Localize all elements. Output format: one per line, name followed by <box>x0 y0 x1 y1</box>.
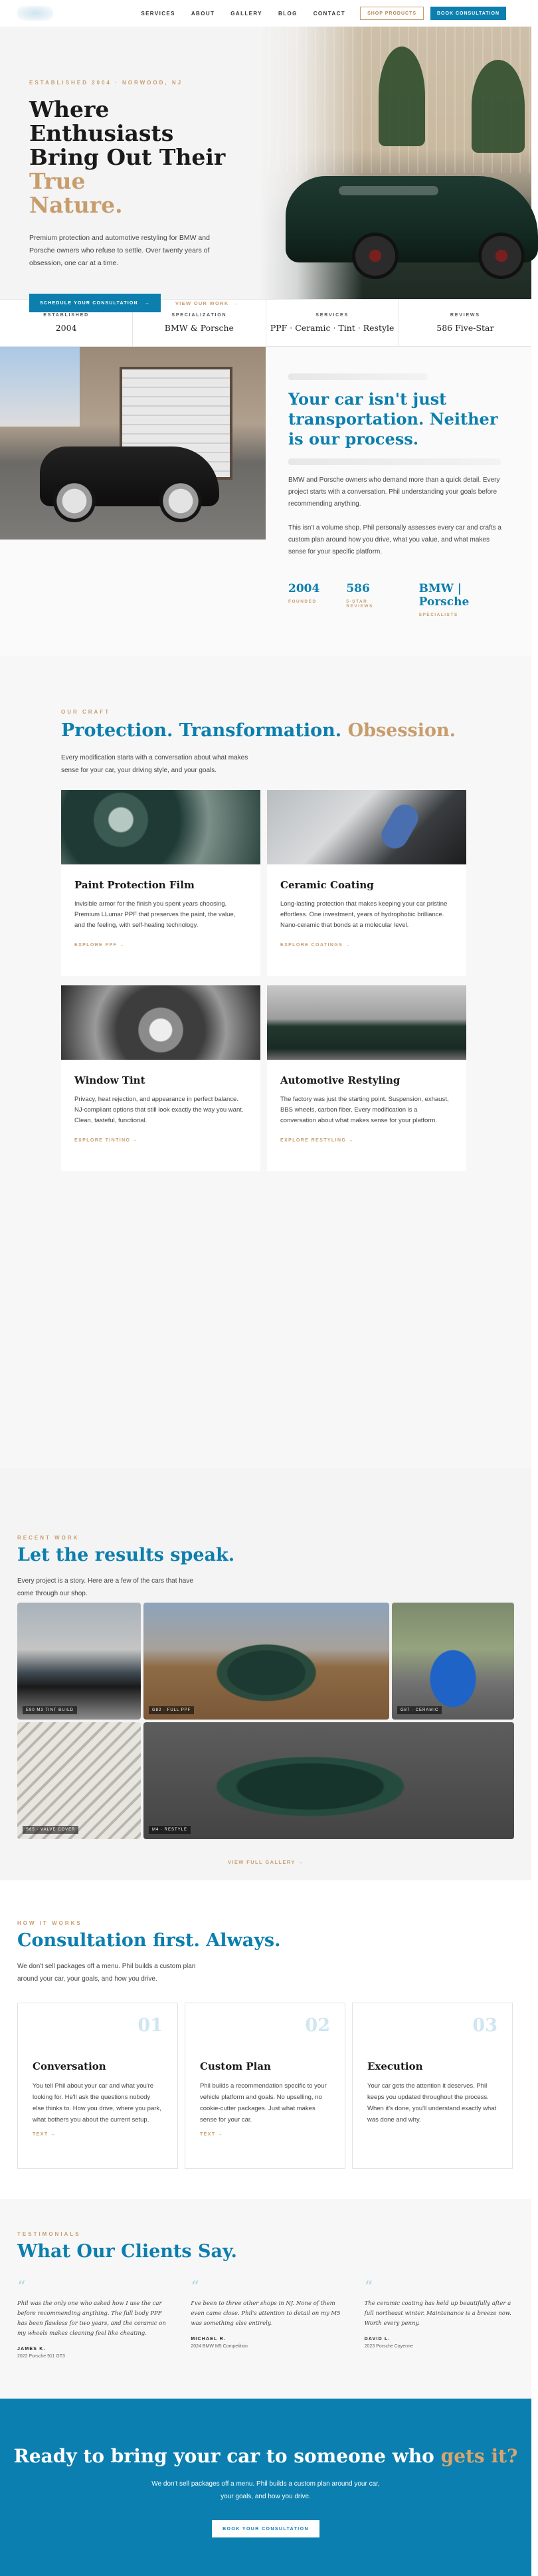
gallery-caption: E90 M3 TINT BUILD <box>23 1706 77 1714</box>
stat-reviews <box>399 300 531 346</box>
gallery-tile[interactable] <box>17 1722 141 1839</box>
nav-links <box>141 11 345 17</box>
process-title: Consultation first. Always. <box>17 1930 281 1951</box>
service-name: Ceramic Coating <box>280 879 374 891</box>
arrow-right-icon: → <box>232 300 239 306</box>
testimonial-card <box>191 2278 341 2359</box>
explore-coatings-link[interactable] <box>280 943 453 947</box>
arrow-right-icon: → <box>217 2132 224 2137</box>
step-name: Custom Plan <box>200 2060 271 2072</box>
arrow-right-icon: → <box>298 1859 304 1865</box>
about-stat-label: SPECIALISTS <box>418 613 458 617</box>
explore-ppf-label: EXPLORE PPF <box>74 943 118 947</box>
about-stats <box>288 582 507 617</box>
top-nav <box>0 0 531 27</box>
hero-subtitle: Premium protection and automotive restyling for BMW and Porsche owners who refuse to settle. Over twenty years of obsession, one car at a time. <box>29 234 210 267</box>
stat-services <box>266 300 399 346</box>
gallery-caption: G82 · FULL PPF <box>149 1706 194 1714</box>
testimonial-car: 2022 Porsche 911 GT3 <box>17 2354 65 2359</box>
about-title: Your car isn't just transportation. Neither is our process. <box>288 389 498 448</box>
testimonial-quote: Phil was the only one who asked how I use the car before recommending anything. The full body PPF has been flawless for two years, and the ceramic on my wheels makes cleaning feel like cheating. <box>17 2300 166 2337</box>
testimonial-author: MICHAEL R. <box>191 2337 226 2341</box>
schedule-consultation-label: SCHEDULE YOUR CONSULTATION <box>40 300 138 306</box>
logo[interactable] <box>17 6 53 21</box>
stat-value: PPF · Ceramic · Tint · Restyle <box>270 323 395 333</box>
explore-restyling-link[interactable] <box>280 1138 453 1143</box>
nav-link-services[interactable]: SERVICES <box>141 10 175 17</box>
gallery-eyebrow: RECENT WORK <box>17 1535 80 1541</box>
cta-title-accent: gets it? <box>440 2445 518 2467</box>
hero-title-line1: Where Enthusiasts <box>29 96 174 146</box>
hero-eyebrow: ESTABLISHED 2004 · NORWOOD, NJ <box>29 80 183 86</box>
arrow-right-icon: → <box>50 2132 56 2137</box>
testimonial-car: 2023 Porsche Cayenne <box>364 2344 413 2349</box>
step-link[interactable] <box>200 2132 330 2137</box>
stat-label: SERVICES <box>315 313 349 318</box>
arrow-right-icon: → <box>119 943 126 947</box>
nav-link-about[interactable]: ABOUT <box>191 10 215 17</box>
about-stat-value: 2004 <box>288 582 320 595</box>
stat-value: BMW & Porsche <box>164 323 234 333</box>
testimonial-card <box>364 2278 514 2359</box>
testimonial-author: DAVID L. <box>364 2337 391 2341</box>
service-image-tint <box>61 985 260 1060</box>
cta-title <box>14 2445 518 2467</box>
step-name: Execution <box>367 2060 423 2072</box>
stat-label: SPECIALIZATION <box>171 313 227 318</box>
service-card-ceramic[interactable] <box>267 790 466 976</box>
hero-title-accent2: Nature. <box>29 192 123 218</box>
step-link-label: TEXT <box>33 2132 48 2137</box>
testimonial-car: 2024 BMW M5 Competition <box>191 2344 248 2349</box>
explore-tinting-link[interactable] <box>74 1138 247 1143</box>
nav-link-blog[interactable]: BLOG <box>278 10 298 17</box>
about-eyebrow-placeholder <box>288 373 428 380</box>
gallery-row-1 <box>17 1603 514 1720</box>
gallery-tile[interactable] <box>17 1603 141 1720</box>
view-full-gallery-link[interactable] <box>17 1859 514 1865</box>
service-card-tint[interactable] <box>61 985 260 1171</box>
testimonial-author: JAMES K. <box>17 2347 46 2351</box>
service-desc: Privacy, heat rejection, and appearance in perfect balance. NJ-compliant options that still look exactly the way you want. Clean, tasteful, functional. <box>74 1096 244 1124</box>
about-stat-specialists <box>419 582 507 617</box>
step-card <box>17 2003 178 2169</box>
cta-section <box>0 2399 531 2576</box>
step-card <box>185 2003 345 2169</box>
quote-icon: “ <box>364 2278 373 2296</box>
process-steps <box>17 2003 514 2169</box>
service-card-restyling[interactable] <box>267 985 466 1171</box>
hero-title-accent1: True <box>29 168 86 194</box>
process-subtitle: We don't sell packages off a menu. Phil builds a custom plan around your car, your goals, and how you drive. <box>17 1963 196 1983</box>
cta-title-main: Ready to bring your car to someone who <box>13 2445 441 2467</box>
hero-content <box>29 80 255 312</box>
service-image-ppf <box>61 790 260 864</box>
explore-coatings-label: EXPLORE COATINGS <box>280 943 343 947</box>
about-divider <box>288 458 501 465</box>
shop-products-button[interactable]: SHOP PRODUCTS <box>360 7 424 20</box>
hero <box>0 27 531 306</box>
service-name: Automotive Restyling <box>280 1074 401 1086</box>
step-card <box>352 2003 513 2169</box>
testimonials-eyebrow: TESTIMONIALS <box>17 2231 81 2237</box>
step-name: Conversation <box>33 2060 106 2072</box>
step-number: 01 <box>137 2015 163 2036</box>
services-eyebrow: OUR CRAFT <box>61 709 111 715</box>
testimonial-quote: The ceramic coating has held up beautifully after a full northeast winter. Maintenance is a breeze now. Worth every penny. <box>364 2300 511 2327</box>
stat-value: 586 Five-Star <box>436 323 494 333</box>
service-name: Paint Protection Film <box>74 879 195 891</box>
hero-car-photo <box>259 27 531 299</box>
hero-title-line2: Bring Out Their <box>29 144 226 170</box>
about-paragraph-2: This isn't a volume shop. Phil personally assesses every car and crafts a custom plan around how you drive, what you value, and what makes sense for your specific platform. <box>288 524 501 555</box>
service-image-restyling <box>267 985 466 1060</box>
services-section <box>0 656 531 1468</box>
step-link-label: TEXT <box>200 2132 216 2137</box>
quote-icon: “ <box>17 2278 26 2296</box>
cta-subtitle: We don't sell packages off a menu. Phil builds a custom plan around your car, your goals, and how you drive. <box>151 2480 380 2500</box>
about-stat-value: 586 <box>346 582 370 595</box>
service-desc: Invisible armor for the finish you spent years choosing. Premium LLumar PPF that preserves the paint, the value, and the feeling, with self-healing technology. <box>74 900 236 929</box>
explore-restyling-label: EXPLORE RESTYLING <box>280 1138 347 1143</box>
arrow-right-icon: → <box>348 1138 355 1143</box>
about-stat-founded <box>288 582 319 617</box>
about-paragraph-1: BMW and Porsche owners who demand more than a quick detail. Every project starts with a conversation. Phil understanding your goals before recommending anything. <box>288 476 500 508</box>
about-content <box>288 373 507 617</box>
schedule-consultation-button[interactable] <box>29 294 161 312</box>
hero-title <box>29 98 255 217</box>
gallery-section <box>0 1468 531 1880</box>
step-desc: Phil builds a recommendation specific to your vehicle platform and goals. No upselling, no cookie-cutter packages. Just what makes sense for your car. <box>200 2082 327 2124</box>
view-our-work-label: VIEW OUR WORK <box>175 300 229 306</box>
gallery-caption: G87 · CERAMIC <box>397 1706 442 1714</box>
testimonials-section <box>0 2199 531 2399</box>
book-consultation-button[interactable]: BOOK CONSULTATION <box>430 7 506 20</box>
about-stat-reviews <box>346 582 392 617</box>
arrow-right-icon: → <box>132 1138 139 1143</box>
book-your-consultation-button[interactable]: BOOK YOUR CONSULTATION <box>212 2520 319 2537</box>
services-title <box>61 720 531 741</box>
stat-label: ESTABLISHED <box>43 313 89 318</box>
service-name: Window Tint <box>74 1074 145 1086</box>
service-desc: The factory was just the starting point. Suspension, exhaust, BBS wheels, carbon fiber. Every modification is a conversation about what makes sense for your platform. <box>280 1096 449 1124</box>
services-subtitle: Every modification starts with a conversation about what makes sense for your car, your driving style, and your goals. <box>61 754 248 774</box>
process-eyebrow: HOW IT WORKS <box>17 1920 82 1926</box>
gallery-tile[interactable] <box>392 1603 514 1720</box>
services-title-main: Protection. Transformation. <box>61 720 348 741</box>
about-section <box>0 347 531 656</box>
service-desc: Long-lasting protection that makes keeping your car pristine effortless. One investment, years of hydrophobic brilliance. Nano-ceramic that bonds at a molecular level. <box>280 900 448 929</box>
service-image-ceramic <box>267 790 466 864</box>
services-title-accent: Obsession. <box>347 720 456 741</box>
stat-value: 2004 <box>55 323 77 333</box>
testimonial-card <box>17 2278 167 2359</box>
explore-tinting-label: EXPLORE TINTING <box>74 1138 131 1143</box>
view-full-gallery-label: VIEW FULL GALLERY <box>228 1859 296 1865</box>
process-section <box>0 1880 531 2199</box>
gallery-tile[interactable] <box>143 1722 514 1839</box>
nav-link-gallery[interactable]: GALLERY <box>230 10 263 17</box>
about-stat-value: BMW | Porsche <box>418 582 470 609</box>
about-car-photo <box>0 347 266 540</box>
gallery-caption: S65 · VALVE COVER <box>23 1826 78 1834</box>
testimonial-list <box>17 2278 514 2359</box>
stat-label: REVIEWS <box>450 313 480 318</box>
arrow-right-icon: → <box>144 300 150 306</box>
view-our-work-link[interactable] <box>175 300 238 306</box>
gallery-row-2 <box>17 1722 514 1839</box>
step-number: 02 <box>305 2015 330 2036</box>
about-stat-label: FOUNDED <box>288 599 317 604</box>
explore-ppf-link[interactable] <box>74 943 247 947</box>
step-desc: Your car gets the attention it deserves. Phil keeps you updated throughout the process. When it's done, you'll understand exactly what was done and why. <box>367 2082 497 2124</box>
step-desc: You tell Phil about your car and what you're looking for. He'll ask the questions nobody else thinks to. How you drive, where you park, what bothers you about the current setup. <box>33 2082 161 2124</box>
quote-icon: “ <box>191 2278 199 2296</box>
arrow-right-icon: → <box>345 943 351 947</box>
gallery-tile[interactable] <box>143 1603 389 1720</box>
gallery-title: Let the results speak. <box>17 1545 235 1565</box>
step-link[interactable] <box>33 2132 163 2137</box>
testimonial-quote: I've been to three other shops in NJ. None of them even came close. Phil's attention to detail on my M5 was something else entirely. <box>191 2300 341 2327</box>
services-grid <box>61 790 531 1171</box>
hero-ctas <box>29 294 255 312</box>
gallery-caption: M4 · RESTYLE <box>149 1826 191 1834</box>
testimonials-title: What Our Clients Say. <box>17 2241 237 2262</box>
gallery-subtitle: Every project is a story. Here are a few of the cars that have come through our shop. <box>17 1577 193 1597</box>
nav-link-contact[interactable]: CONTACT <box>313 10 346 17</box>
service-card-ppf[interactable] <box>61 790 260 976</box>
step-number: 03 <box>472 2015 497 2036</box>
about-stat-label: 5-STAR REVIEWS <box>346 599 373 609</box>
